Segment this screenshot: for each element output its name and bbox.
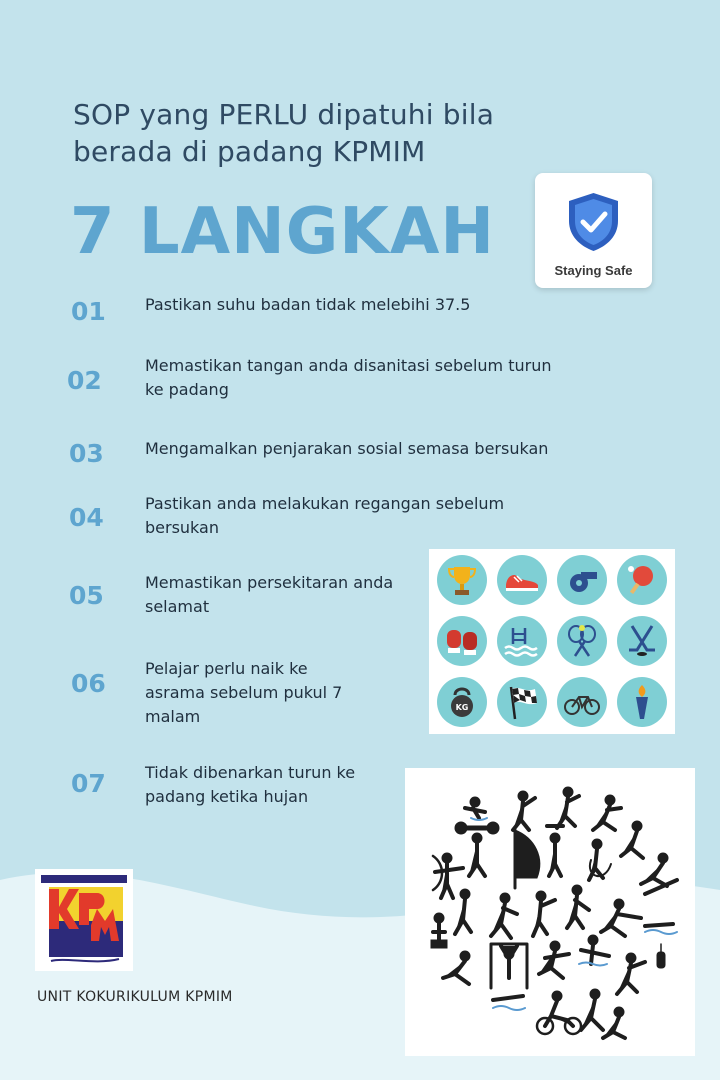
ping-pong-icon (617, 555, 667, 605)
step-text: Pelajar perlu naik ke asrama sebelum pukul 7 malam (145, 659, 343, 726)
bicycle-icon (557, 677, 607, 727)
step-number: 01 (71, 297, 106, 326)
boxing-gloves-icon (437, 616, 487, 666)
footer-text: UNIT KOKURIKULUM KPMIM (37, 989, 233, 1005)
step-number: 06 (71, 669, 106, 698)
kettlebell-icon (437, 677, 487, 727)
step-number: 07 (71, 769, 106, 798)
shield-check-icon (566, 191, 621, 253)
sneaker-icon (497, 555, 547, 605)
big-title: 7 LANGKAH (70, 195, 495, 269)
hockey-sticks-icon (617, 616, 667, 666)
step-number: 05 (69, 581, 104, 610)
step-number: 02 (67, 366, 102, 395)
torch-icon (617, 677, 667, 727)
svg-text:KG: KG (455, 703, 469, 712)
kpm-logo (35, 869, 133, 971)
badge-label: Staying Safe (554, 263, 633, 278)
sports-icons-grid (429, 549, 675, 734)
step-number: 03 (69, 439, 104, 468)
tennis-rackets-icon (557, 616, 607, 666)
step-text: Mengamalkan penjarakan sosial semasa bersukan (145, 439, 549, 458)
checkered-flag-icon (497, 677, 547, 727)
step-text: Memastikan tangan anda disanitasi sebelum turun ke padang (145, 356, 552, 399)
staying-safe-badge (535, 173, 652, 288)
step-text: Pastikan anda melakukan regangan sebelum bersukan (145, 494, 505, 537)
swimming-icon (497, 616, 547, 666)
step-text: Pastikan suhu badan tidak melebihi 37.5 (145, 295, 471, 314)
step-text: Memastikan persekitaran anda selamat (145, 573, 394, 616)
trophy-icon (437, 555, 487, 605)
whistle-icon (557, 555, 607, 605)
sports-silhouettes-image (405, 768, 695, 1056)
step-text: Tidak dibenarkan turun ke padang ketika hujan (145, 763, 356, 806)
page-heading: SOP yang PERLU dipatuhi bila berada di padang KPMIM (73, 98, 495, 168)
step-number: 04 (69, 503, 104, 532)
